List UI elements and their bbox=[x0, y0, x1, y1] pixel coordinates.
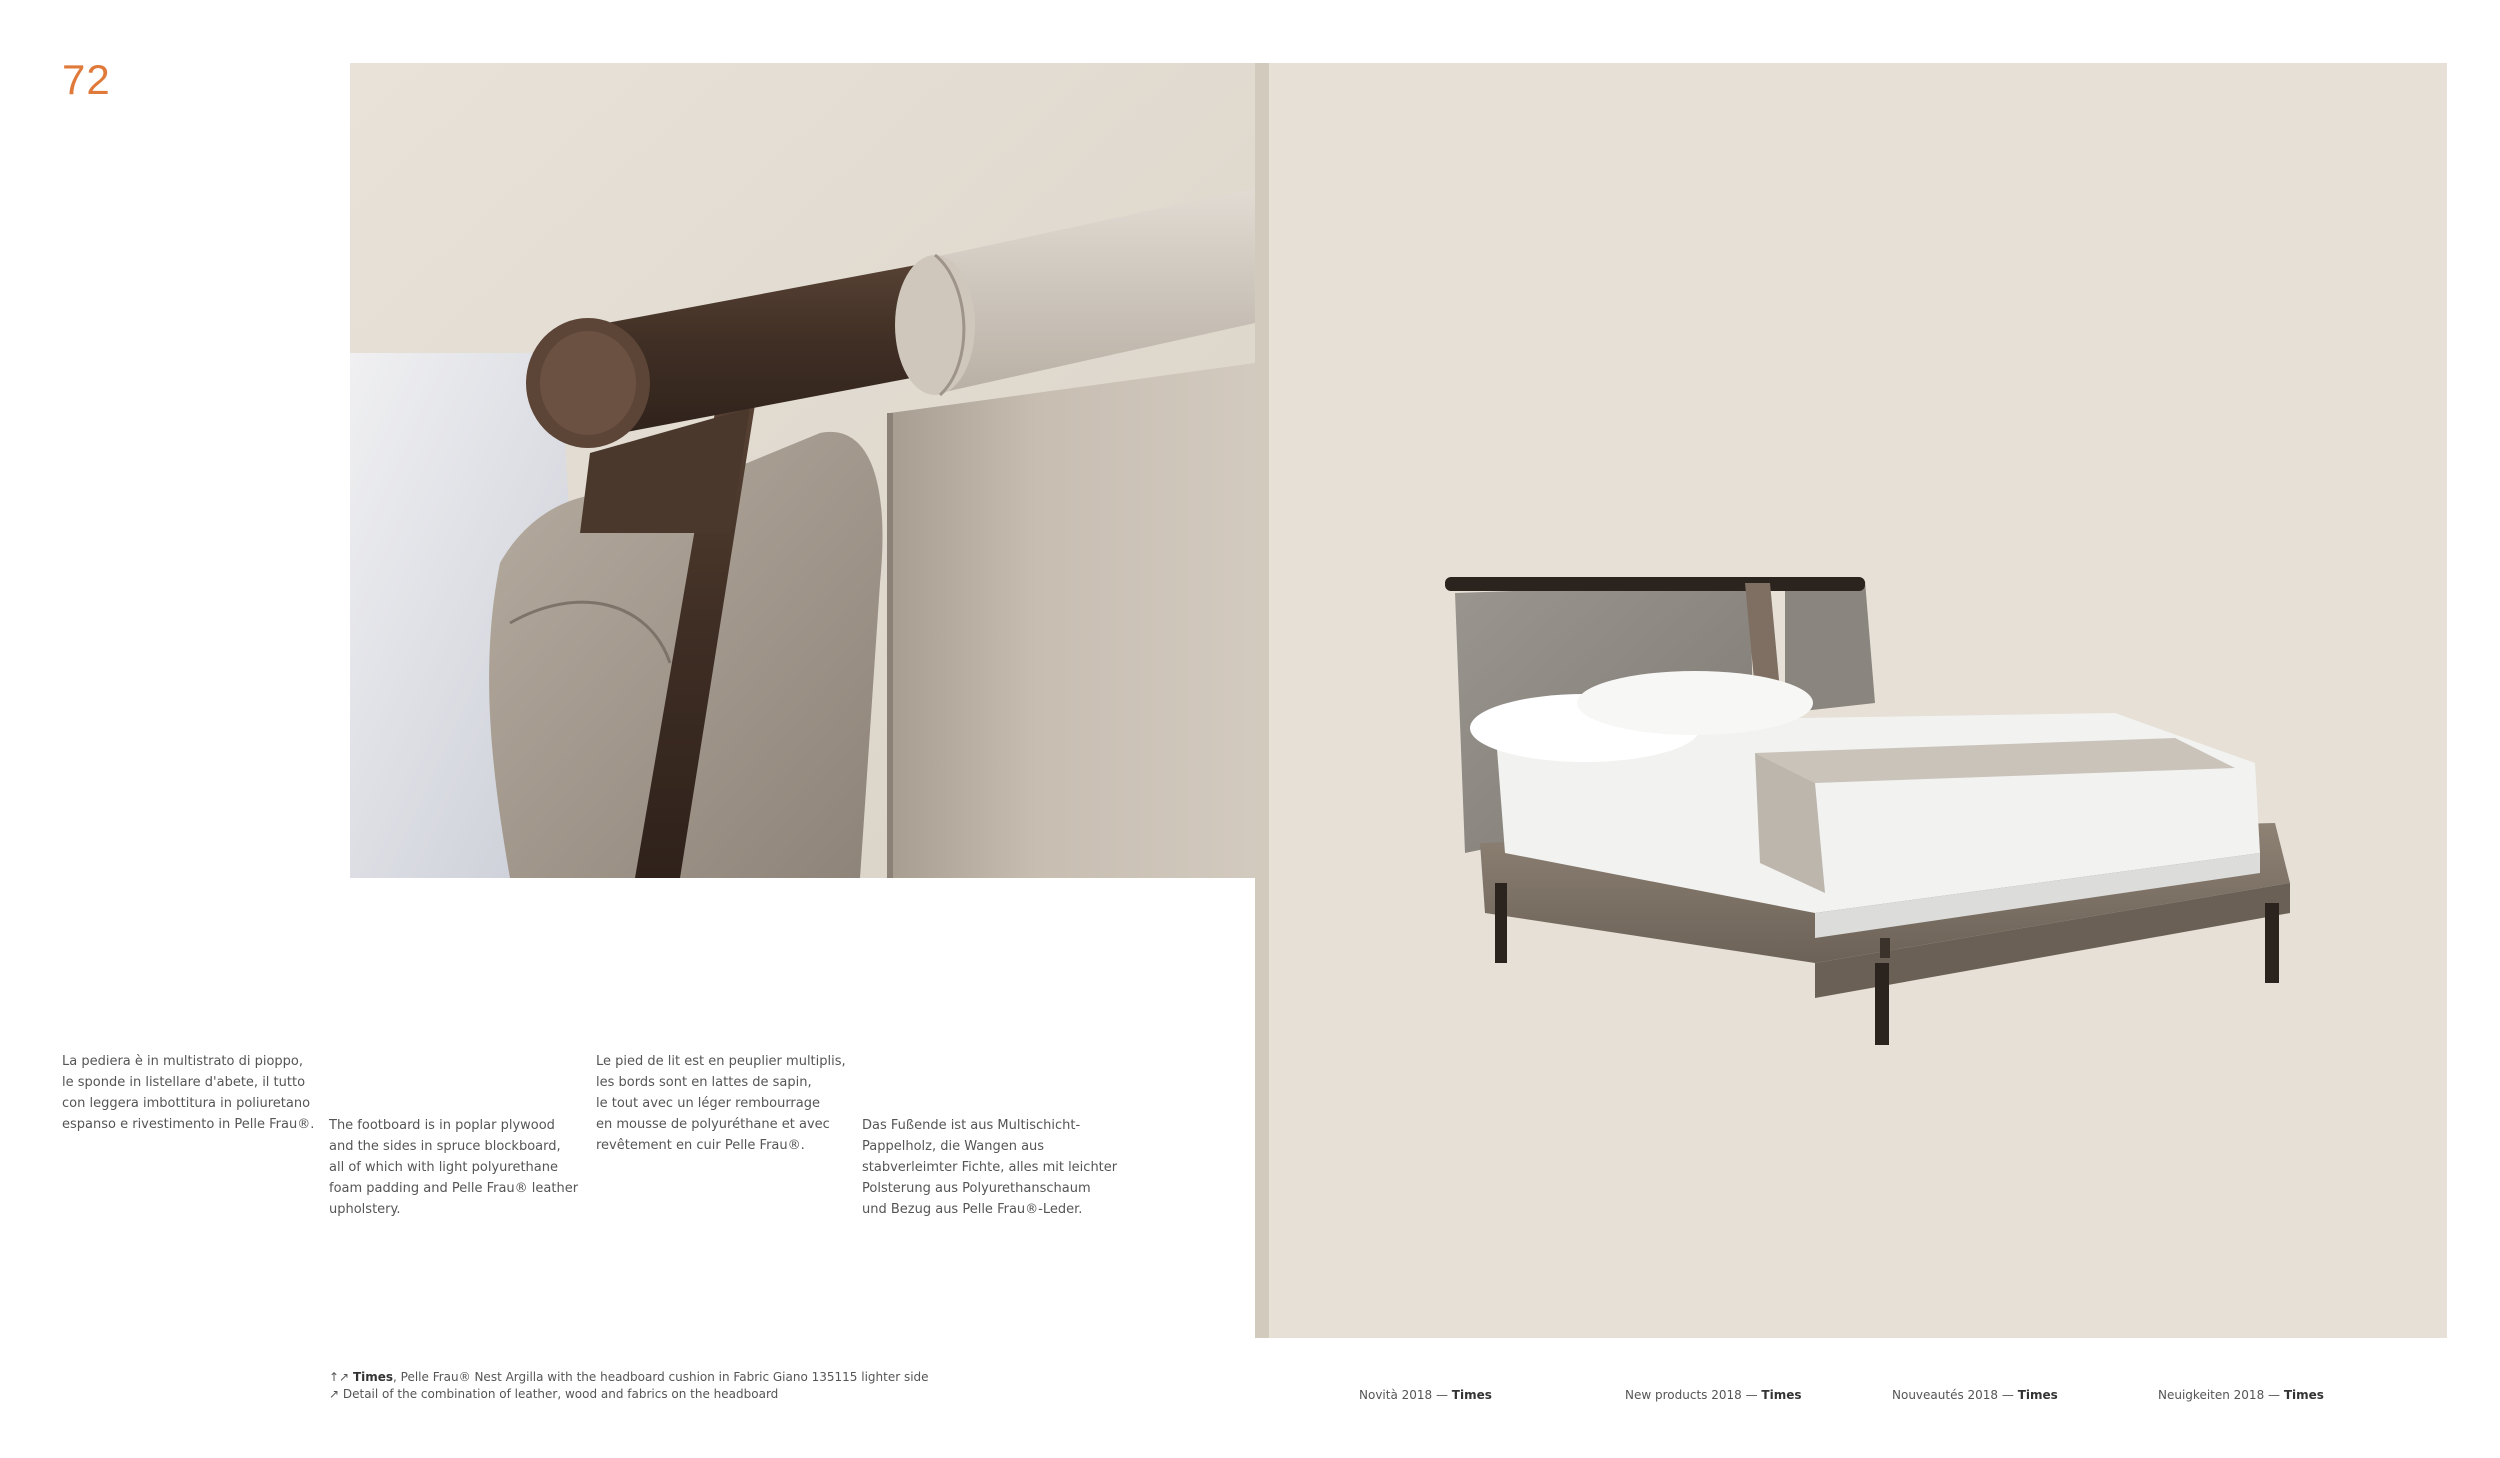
caption-arrows: ↑↗ bbox=[329, 1370, 350, 1384]
page-number: 72 bbox=[62, 56, 111, 103]
footer-label-english: New products 2018 — Times bbox=[1625, 1388, 1802, 1402]
caption-line-1 bbox=[329, 1369, 929, 1386]
footer-label-italian: Novità 2018 — Times bbox=[1359, 1388, 1492, 1402]
description-german: Das Fußende ist aus Multischicht- Pappelholz, die Wangen aus stabverleimter Fichte, alles mit leichter Polsterung aus Polyurethanschaum und Bezug aus Pelle Frau®-Leder. bbox=[862, 1118, 1118, 1217]
bed-product-photo bbox=[1255, 63, 2447, 1338]
panel-edge bbox=[1255, 63, 1269, 1338]
description-french: Le pied de lit est en peuplier multiplis, les bords sont en lattes de sapin, le tout avec un léger rembourrage en mousse de polyuréthane et avec revêtement en cuir Pelle Frau®. bbox=[596, 1054, 846, 1153]
description-english: The footboard is in poplar plywood and the sides in spruce blockboard, all of which with light polyurethane foam padding and Pelle Frau® leather upholstery. bbox=[329, 1118, 579, 1217]
footer-label-german: Neuigkeiten 2018 — Times bbox=[2158, 1388, 2324, 1402]
photo-captions bbox=[329, 1369, 929, 1403]
headboard-detail-photo bbox=[350, 63, 1255, 878]
footer-label-french: Nouveautés 2018 — Times bbox=[1892, 1388, 2058, 1402]
caption-line-1-text: , Pelle Frau® Nest Argilla with the headboard cushion in Fabric Giano 135115 lighter side bbox=[393, 1370, 929, 1384]
caption-line-2: ↗ Detail of the combination of leather, wood and fabrics on the headboard bbox=[329, 1387, 779, 1401]
caption-product-name: Times bbox=[352, 1370, 394, 1384]
description-italian: La pediera è in multistrato di pioppo, le sponde in listellare d'abete, il tutto con leggera imbottitura in poliuretano espanso e rivestimento in Pelle Frau®. bbox=[62, 1054, 315, 1132]
